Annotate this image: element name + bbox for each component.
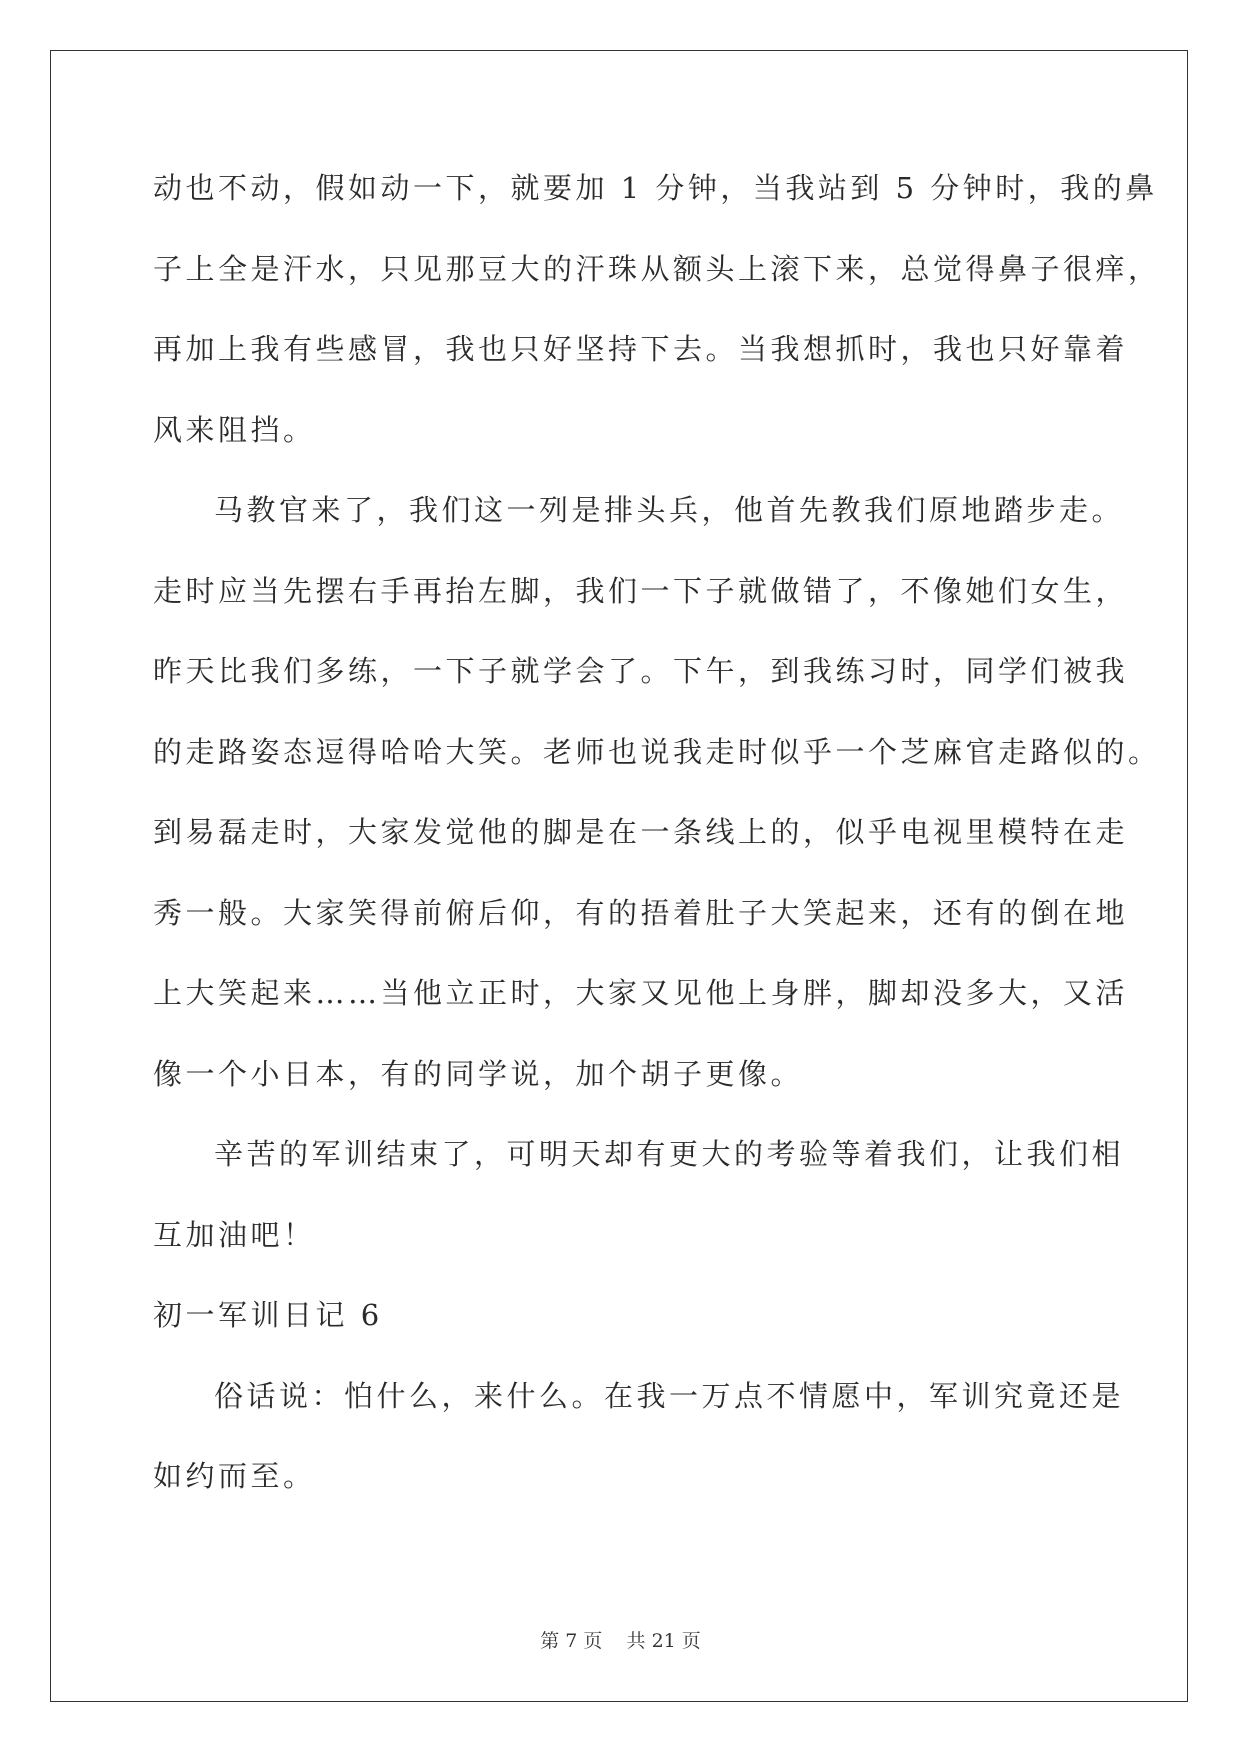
page-footer — [0, 1626, 1241, 1653]
text-line: 的走路姿态逗得哈哈大笑。老师也说我走时似乎一个芝麻官走路似的。 — [153, 734, 1161, 769]
text-line-paragraph-start: 俗话说：怕什么，来什么。在我一万点不情愿中，军训究竟还是 — [214, 1378, 1125, 1413]
text-line: 风来阻挡。 — [153, 412, 316, 447]
section-heading: 初一军训日记 6 — [153, 1298, 383, 1332]
text-line: 走时应当先摆右手再抬左脚，我们一下子就做错了，不像她们女生， — [153, 573, 1129, 608]
text-line: 子上全是汗水，只见那豆大的汗珠从额头上滚下来，总觉得鼻子很痒， — [153, 251, 1161, 286]
text-line: 像一个小日本，有的同学说，加个胡子更像。 — [153, 1056, 804, 1091]
document-body — [153, 160, 1161, 1529]
text-line: 秀一般。大家笑得前俯后仰，有的捂着肚子大笑起来，还有的倒在地 — [153, 895, 1129, 930]
text-line-paragraph-start: 辛苦的军训结束了，可明天却有更大的考验等着我们，让我们相 — [214, 1137, 1125, 1171]
text-line: 动也不动，假如动一下，就要加 1 分钟，当我站到 5 分钟时，我的鼻 — [153, 171, 1158, 205]
page-total: 共 21 页 — [626, 1630, 701, 1652]
text-line: 再加上我有些感冒，我也只好坚持下去。当我想抓时，我也只好靠着 — [153, 332, 1129, 366]
text-line-paragraph-start: 马教官来了，我们这一列是排头兵，他首先教我们原地踏步走。 — [214, 493, 1125, 527]
text-line: 上大笑起来……当他立正时，大家又见他上身胖，脚却没多大，又活 — [153, 976, 1129, 1010]
text-line: 到易磊走时，大家发觉他的脚是在一条线上的，似乎电视里模特在走 — [153, 815, 1129, 849]
text-line: 昨天比我们多练，一下子就学会了。下午，到我练习时，同学们被我 — [153, 654, 1129, 688]
text-line: 如约而至。 — [153, 1459, 316, 1493]
text-line: 互加油吧！ — [153, 1217, 316, 1252]
page-number: 第 7 页 — [540, 1630, 603, 1652]
